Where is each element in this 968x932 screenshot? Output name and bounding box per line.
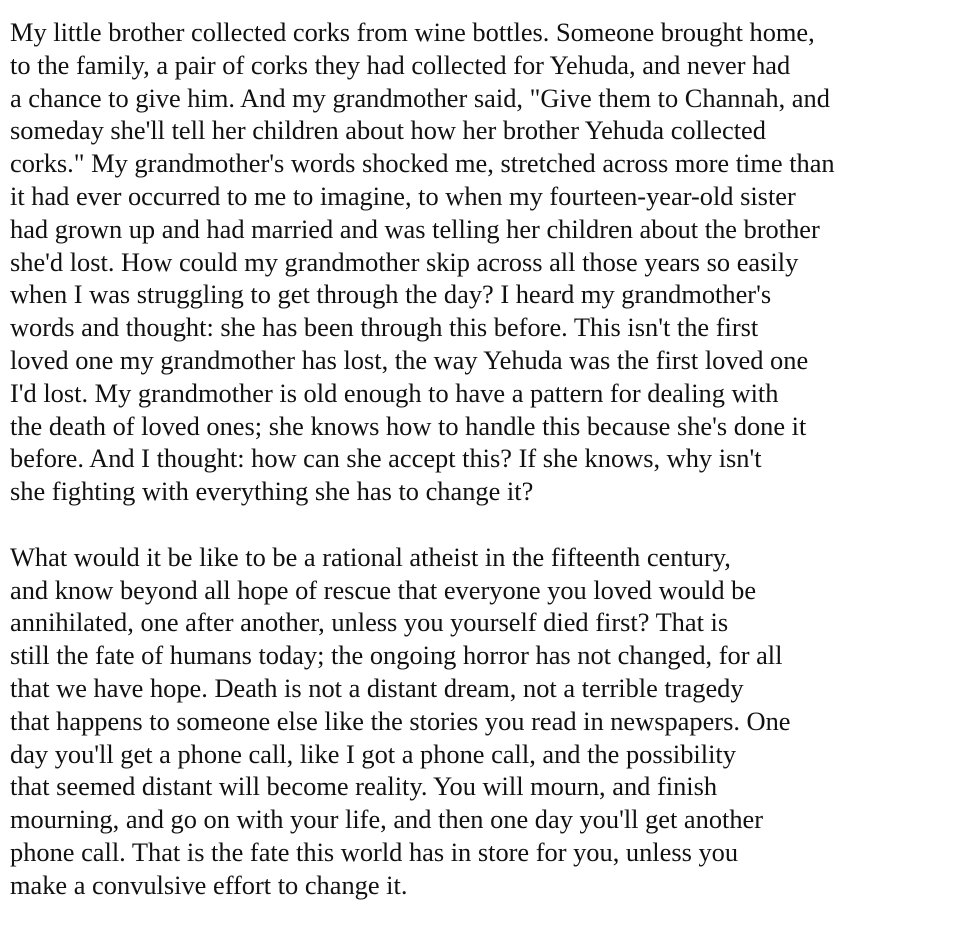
- text-line: and know beyond all hope of rescue that everyone you loved would be: [10, 574, 757, 605]
- text-line: mourning, and go on with your life, and then one day you'll get another: [10, 804, 764, 835]
- text-line: still the fate of humans today; the ongoing horror has not changed, for all: [10, 640, 783, 671]
- text-line: annihilated, one after another, unless you yourself died first? That is: [10, 607, 729, 638]
- text-line: that we have hope. Death is not a distant dream, not a terrible tragedy: [10, 672, 744, 703]
- paragraph-1: [10, 16, 960, 508]
- text-line: corks." My grandmother's words shocked me, stretched across more time than: [10, 148, 835, 179]
- text-line: words and thought: she has been through this before. This isn't the first: [10, 312, 759, 343]
- paragraph-gap: [10, 508, 960, 541]
- text-line: What would it be like to be a rational atheist in the fifteenth century,: [10, 541, 731, 572]
- text-line: make a convulsive effort to change it.: [10, 869, 408, 900]
- text-line: someday she'll tell her children about how her brother Yehuda collected: [10, 115, 766, 146]
- text-line: that seemed distant will become reality. You will mourn, and finish: [10, 771, 718, 802]
- text-line: to the family, a pair of corks they had collected for Yehuda, and never had: [10, 49, 791, 80]
- text-line: it had ever occurred to me to imagine, to when my fourteen-year-old sister: [10, 180, 796, 211]
- text-line: she'd lost. How could my grandmother skip across all those years so easily: [10, 246, 799, 277]
- text-line: day you'll get a phone call, like I got a phone call, and the possibility: [10, 738, 736, 769]
- text-line: My little brother collected corks from wine bottles. Someone brought home,: [10, 17, 815, 47]
- text-line: a chance to give him. And my grandmother said, "Give them to Channah, and: [10, 82, 830, 113]
- text-line: she fighting with everything she has to change it?: [10, 476, 534, 507]
- text-line: I'd lost. My grandmother is old enough to have a pattern for dealing with: [10, 377, 779, 408]
- text-line: had grown up and had married and was telling her children about the brother: [10, 213, 820, 244]
- document-page: [10, 16, 960, 902]
- paragraph-2: [10, 541, 960, 902]
- text-line: when I was struggling to get through the day? I heard my grandmother's: [10, 279, 772, 310]
- text-line: that happens to someone else like the stories you read in newspapers. One: [10, 705, 791, 736]
- text-line: phone call. That is the fate this world has in store for you, unless you: [10, 836, 739, 867]
- text-line: loved one my grandmother has lost, the way Yehuda was the first loved one: [10, 344, 809, 375]
- text-line: the death of loved ones; she knows how to handle this because she's done it: [10, 410, 807, 441]
- text-line: before. And I thought: how can she accept this? If she knows, why isn't: [10, 443, 762, 474]
